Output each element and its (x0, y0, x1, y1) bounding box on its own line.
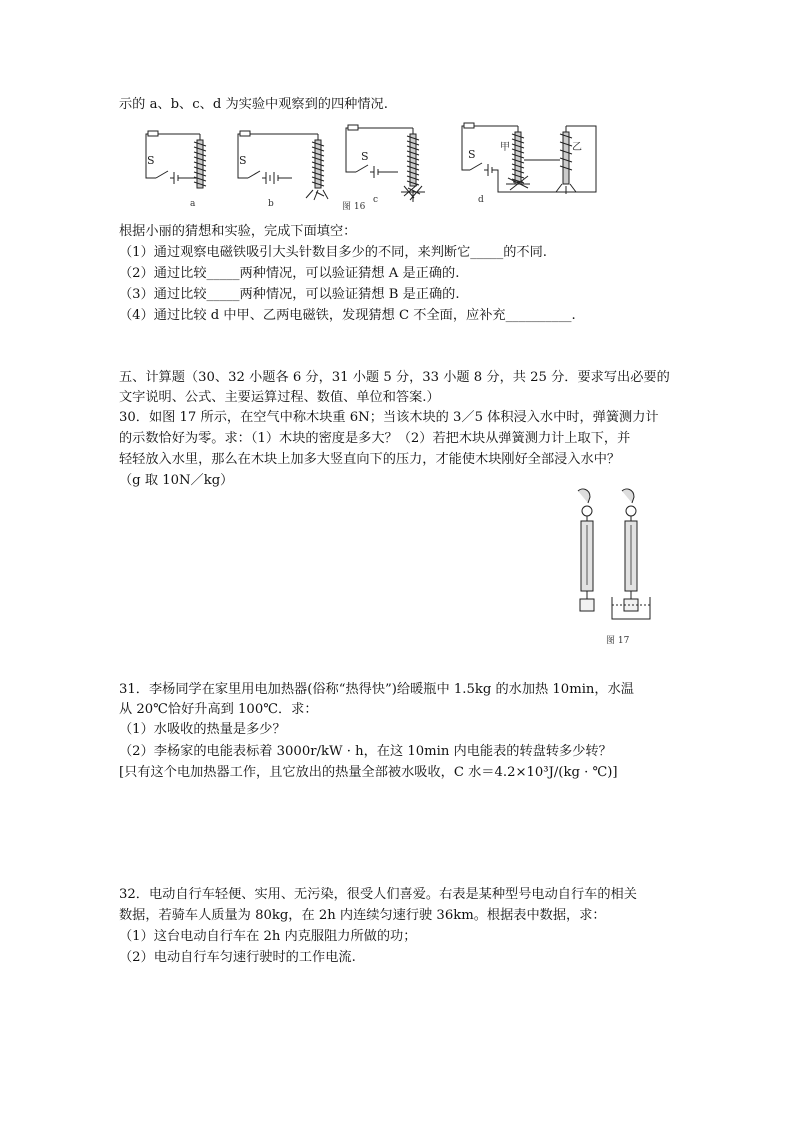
figure-17-caption: 图 17 (606, 636, 630, 646)
figure-16-caption: 图 16 (342, 202, 366, 212)
fill-item-1: （1）通过观察电磁铁吸引大头针数目多少的不同，来判断它_____的不同. (119, 245, 547, 260)
spring-scale-in-water (612, 489, 650, 619)
q30-line-3: 轻轻放入水里，那么在木块上加多大竖直向下的压力，才能使木块刚好全部浸入水中？ (119, 452, 621, 467)
figure-16 (118, 120, 598, 212)
circuit-panel-d (462, 123, 596, 194)
panel-label-b: b (268, 199, 274, 209)
panel-label-d: d (478, 195, 484, 205)
fill-item-2: （2）通过比较_____两种情况，可以验证猜想 A 是正确的. (119, 266, 460, 281)
switch-label-c: S (361, 150, 369, 163)
figure-17 (560, 485, 660, 650)
label-jia: 甲 (500, 142, 510, 153)
circuit-panel-c (346, 125, 425, 202)
q32-line-1: 32．电动自行车轻便、实用、无污染，很受人们喜爱。右表是某种型号电动自行车的相关 (119, 887, 637, 902)
q30-line-1: 30．如图 17 所示，在空气中称木块重 6N；当该木块的 3／5 体积浸入水中时，弹簧测力计 (119, 410, 659, 425)
q32-line-2: 数据，若骑车人质量为 80kg，在 2h 内连续匀速行驶 36km。根据表中数据，求： (119, 908, 606, 923)
switch-label-a: S (147, 154, 155, 167)
q32-line-4: （2）电动自行车匀速行驶时的工作电流. (119, 950, 356, 965)
label-yi: 乙 (572, 142, 582, 153)
panel-label-c: c (373, 195, 379, 205)
q31-line-4: （2）李杨家的电能表标着 3000r/kW · h，在这 10min 内电能表的转盘转多少转？ (119, 744, 612, 759)
switch-label-b: S (239, 154, 247, 167)
intro-line: 示的 a、b、c、d 为实验中观察到的四种情况. (119, 97, 388, 112)
q31-line-1: 31．李杨同学在家里用电加热器(俗称“热得快”)给暖瓶中 1.5kg 的水加热 10min，水温 (119, 682, 634, 697)
circuit-panel-a (146, 131, 206, 188)
fill-item-3: （3）通过比较_____两种情况，可以验证猜想 B 是正确的. (119, 287, 460, 302)
q32-line-3: （1）这台电动自行车在 2h 内克服阻力所做的功； (119, 929, 417, 944)
fill-intro: 根据小丽的猜想和实验，完成下面填空： (119, 224, 357, 239)
q31-line-3: （1）水吸收的热量是多少？ (119, 722, 286, 737)
panel-label-a: a (190, 199, 196, 209)
q30-line-4: （g 取 10N／kg） (119, 473, 234, 488)
q31-line-5: [只有这个电加热器工作，且它放出的热量全部被水吸收，C 水＝4.2×10³J/(kg · ℃)] (119, 765, 618, 780)
fill-item-4: （4）通过比较 d 中甲、乙两电磁铁，发现猜想 C 不全面，应补充__________. (119, 308, 576, 323)
switch-label-d: S (468, 148, 476, 161)
section5-line-1: 五、计算题（30、32 小题各 6 分，31 小题 5 分，33 小题 8 分，共 25 分．要求写出必要的 (119, 370, 670, 385)
q31-line-2: 从 20℃恰好升高到 100℃．求： (119, 702, 318, 717)
spring-scale-in-air (578, 489, 594, 611)
section5-line-2: 文字说明、公式、主要运算过程、数值、单位和答案.） (119, 390, 440, 405)
circuit-panel-b (238, 131, 328, 200)
q30-line-2: 的示数恰好为零。求：（1）木块的密度是多大？（2）若把木块从弹簧测力计上取下，并 (119, 431, 631, 446)
